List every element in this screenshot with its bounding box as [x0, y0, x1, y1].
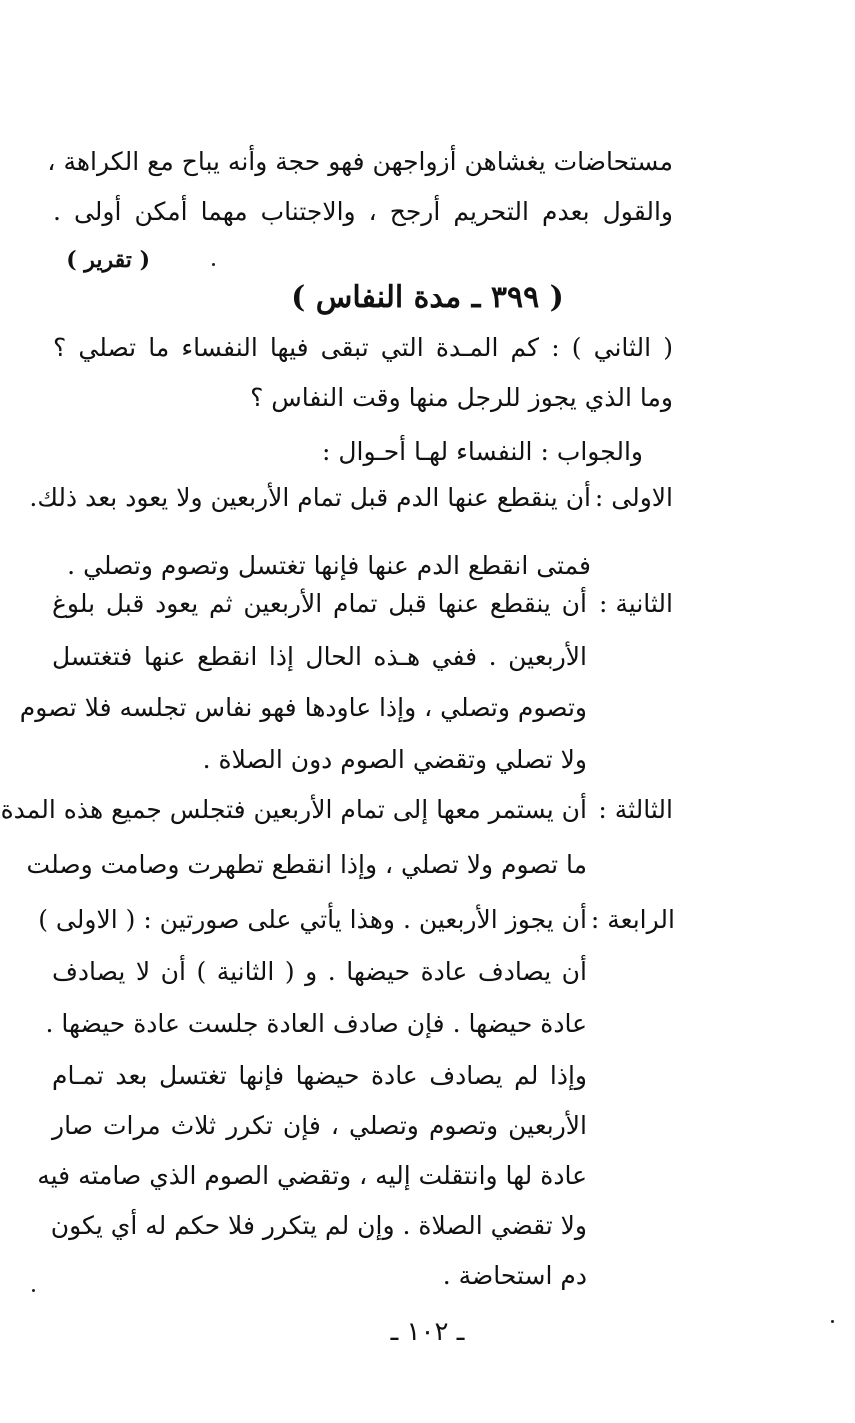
case-1-label: الاولى :: [594, 483, 673, 512]
case-4-line-6: عادة لها وانتقلت إليه ، وتقضي الصوم الذي صامته فيه: [37, 1161, 587, 1190]
question-line-1: ( الثاني ) : كم المـدة التي تبقى فيها النفساء ما تصلي ؟: [53, 333, 673, 362]
case-4-line-1: أن يجوز الأربعين . وهذا يأتي على صورتين : ( الاولى ): [38, 905, 587, 934]
case-2-line-1: أن ينقطع عنها قبل تمام الأربعين ثم يعود قبل بلوغ: [52, 589, 587, 618]
case-1-line-2: فمتى انقطع الدم عنها فإنها تغتسل وتصوم وتصلي .: [67, 551, 591, 580]
answer-intro: والجواب : النفساء لهـا أحـوال :: [321, 437, 643, 466]
scan-speck: [32, 1289, 35, 1292]
case-4-line-8: دم استحاضة .: [442, 1261, 587, 1290]
case-2-label: الثانية :: [599, 589, 673, 618]
scan-speck: [212, 263, 215, 266]
case-4-line-7: ولا تقضي الصلاة . وإن لم يتكرر فلا حكم له أي يكون: [50, 1211, 587, 1240]
attribution-note: ( تقرير ): [66, 247, 150, 273]
case-4-line-4: وإذا لم يصادف عادة حيضها فإنها تغتسل بعد تمـام: [52, 1061, 587, 1090]
case-4-line-3: عادة حيضها . فإن صادف العادة جلست عادة حيضها .: [45, 1009, 587, 1038]
intro-line-1: مستحاضات يغشاهن أزواجهن فهو حجة وأنه يباح مع الكراهة ،: [47, 147, 673, 176]
case-2-line-4: ولا تصلي وتقضي الصوم دون الصلاة .: [202, 745, 587, 774]
question-line-2: وما الذي يجوز للرجل منها وقت النفاس ؟: [250, 383, 673, 412]
scan-speck: [831, 1320, 834, 1323]
case-4-line-5: الأربعين وتصوم وتصلي ، فإن تكرر ثلاث مرات صار: [52, 1111, 587, 1140]
case-4-line-2: أن يصادف عادة حيضها . و ( الثانية ) أن لا يصادف: [52, 957, 587, 986]
case-4-label: الرابعة :: [590, 905, 675, 934]
case-1-line-1: أن ينقطع عنها الدم قبل تمام الأربعين ولا يعود بعد ذلك.: [29, 483, 591, 512]
case-3-line-1: أن يستمر معها إلى تمام الأربعين فتجلس جميع هذه المدة: [0, 795, 587, 824]
case-2-line-2: الأربعين . ففي هـذه الحال إذا انقطع عنها فتغتسل: [52, 642, 587, 671]
case-3-line-2: ما تصوم ولا تصلي ، وإذا انقطع تطهرت وصامت وصلت: [26, 850, 587, 879]
case-2-line-3: وتصوم وتصلي ، وإذا عاودها فهو نفاس تجلسه فلا تصوم: [19, 693, 587, 722]
section-heading: ( ٣٩٩ ـ مدة النفاس ): [291, 280, 564, 315]
page-number: ـ ١٠٢ ـ: [390, 1317, 465, 1347]
case-3-label: الثالثة :: [598, 795, 673, 824]
intro-line-2: والقول بعدم التحريم أرجح ، والاجتناب مهما أمكن أولى .: [53, 197, 673, 226]
